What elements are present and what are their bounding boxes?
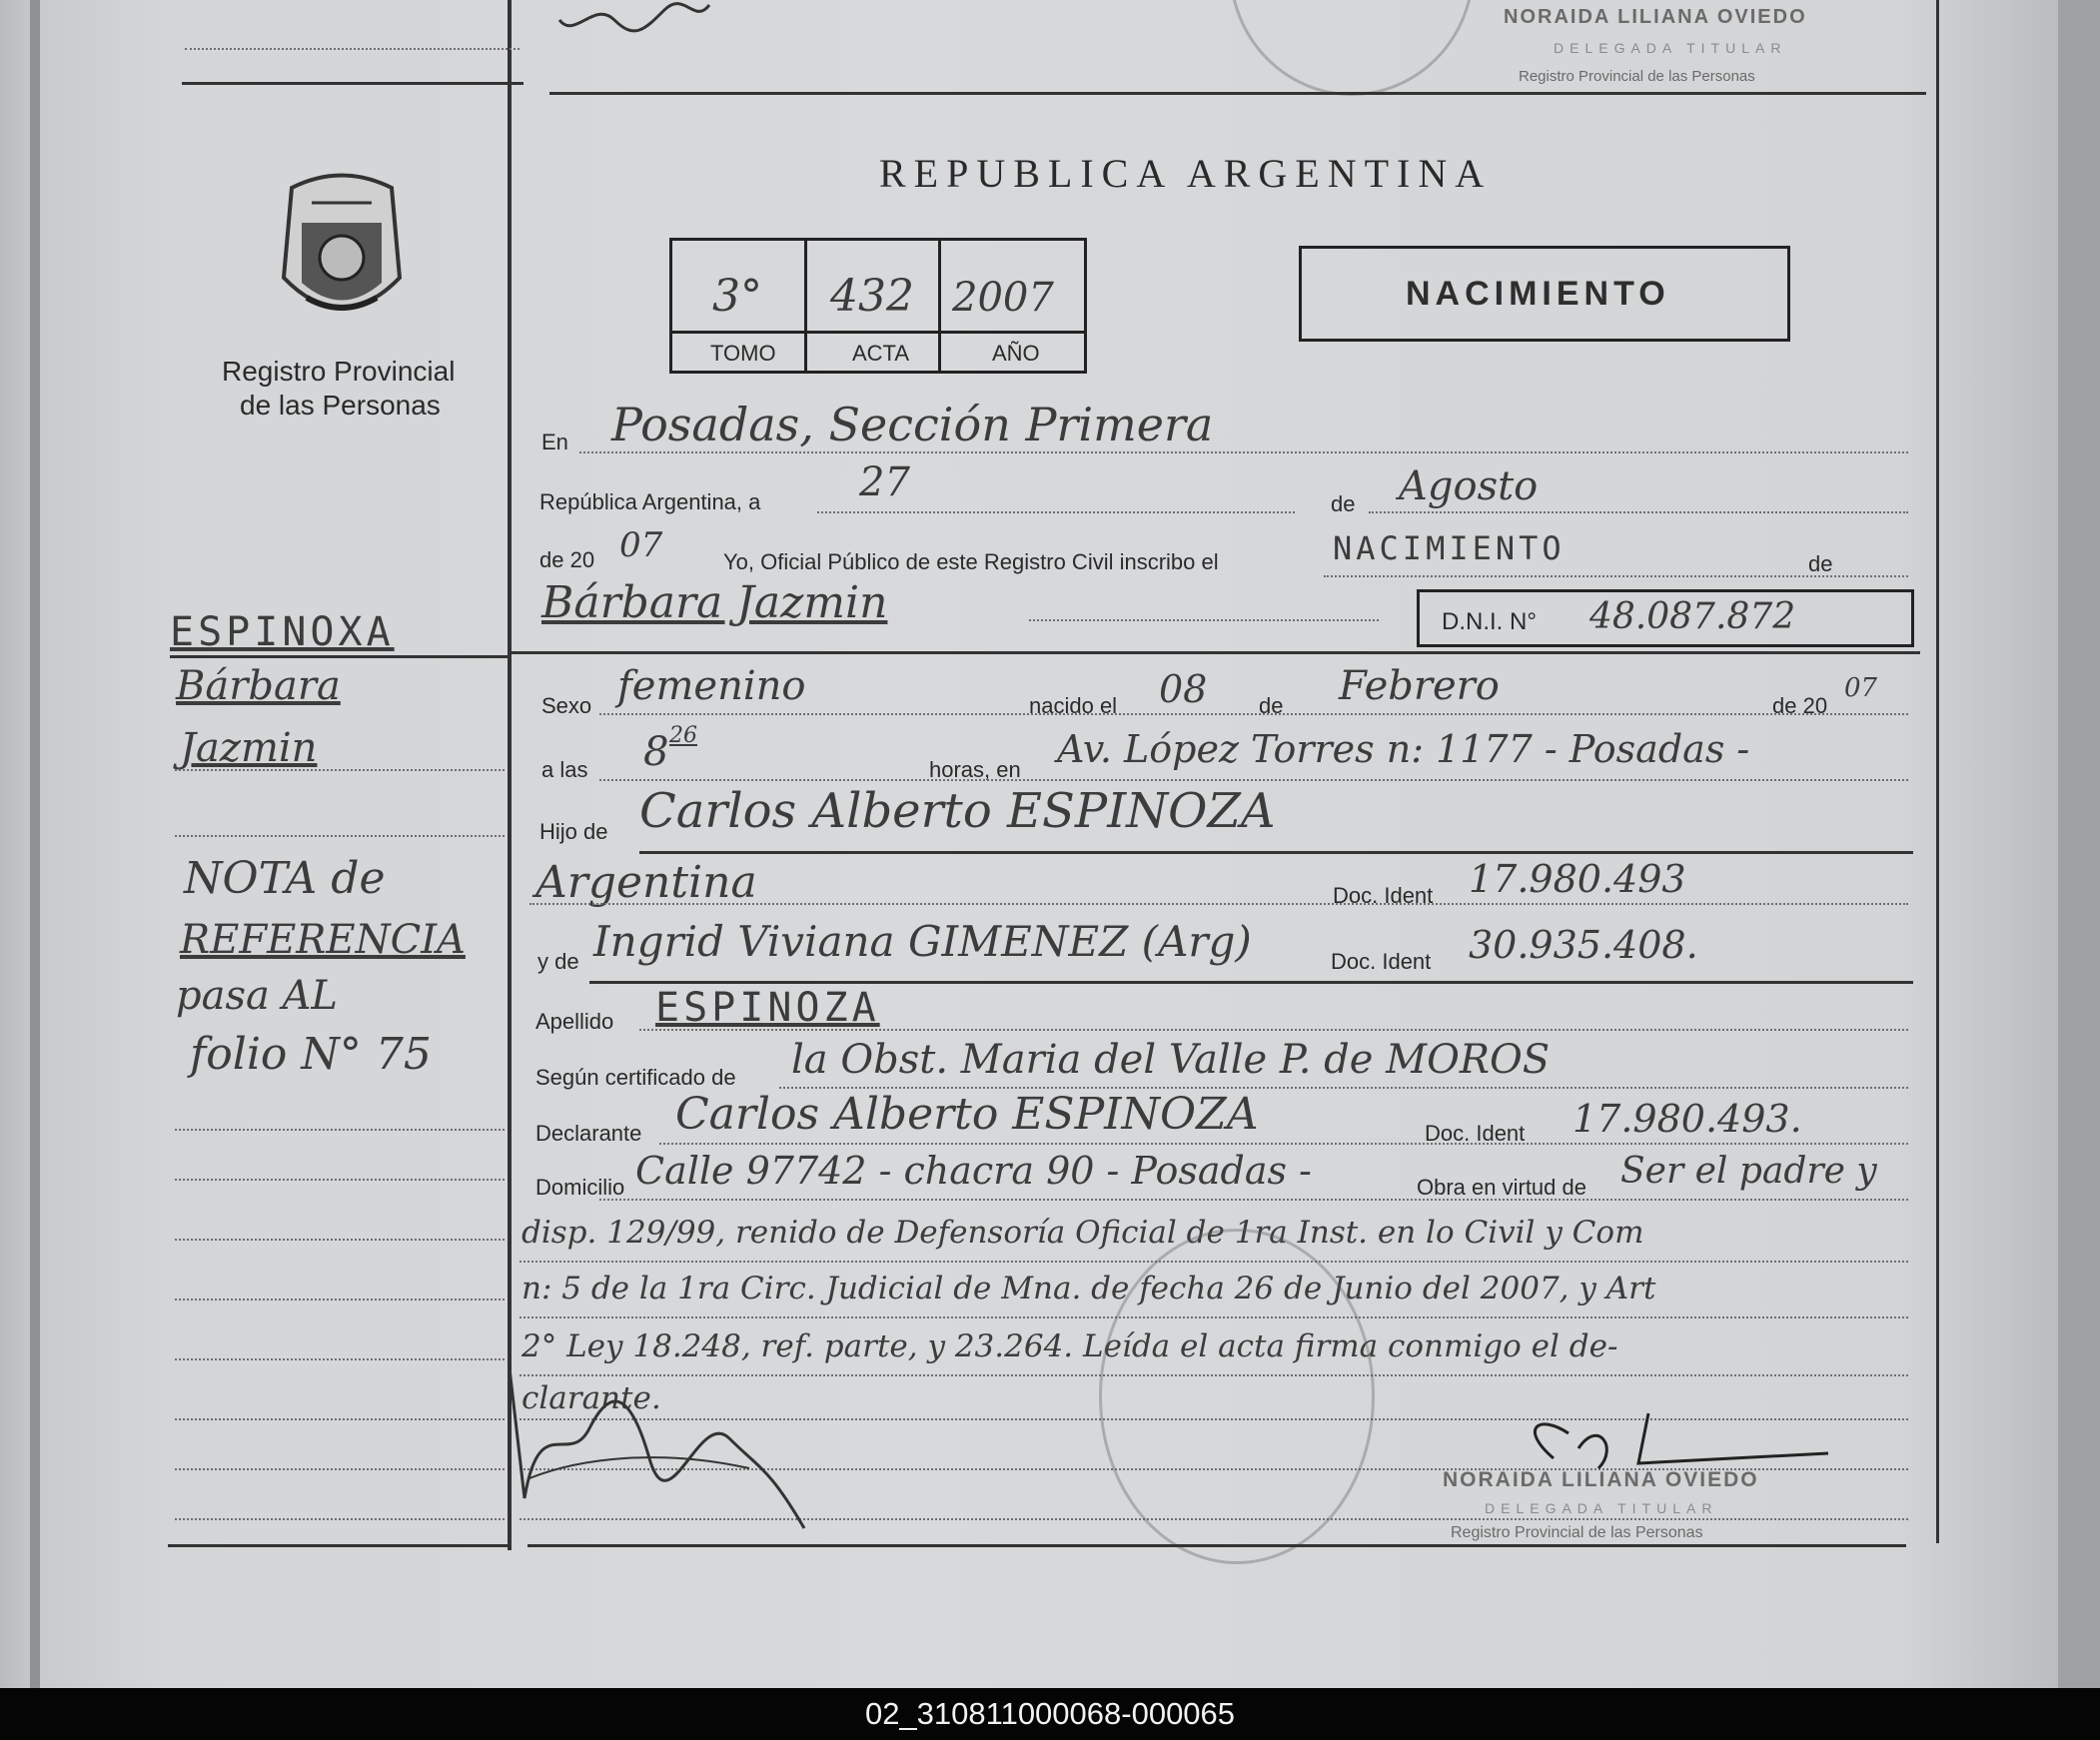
margin-note-3: pasa AL xyxy=(176,973,338,1019)
margin-bottom-rule xyxy=(168,1544,508,1547)
margin-line-10 xyxy=(175,1518,505,1520)
label-apellido: Apellido xyxy=(535,1009,614,1034)
province-seal xyxy=(272,168,412,328)
value-certificado: la Obst. Maria del Valle P. de MOROS xyxy=(791,1037,1551,1083)
top-stamp-office: Registro Provincial de las Personas xyxy=(1519,68,1755,85)
country-title: REPUBLICA ARGENTINA xyxy=(879,151,1493,196)
value-hora-min: 26 xyxy=(669,723,697,748)
margin-surname: ESPINOXA xyxy=(170,609,395,655)
line-en xyxy=(579,451,1908,453)
label-docident-2: Doc. Ident xyxy=(1331,949,1432,974)
line-declarante xyxy=(659,1143,1908,1145)
value-obra-line-4: clarante. xyxy=(522,1380,661,1416)
label-horas: horas, en xyxy=(929,757,1021,782)
top-rule-left xyxy=(182,82,524,85)
value-nac-anio: 07 xyxy=(1844,673,1878,703)
bottom-rule-right xyxy=(527,1544,1906,1547)
line-nombre xyxy=(1029,619,1379,621)
margin-line-4 xyxy=(175,1179,505,1181)
value-nac-mes: Febrero xyxy=(1339,663,1500,709)
label-sexo: Sexo xyxy=(541,693,592,718)
label-de-nac: de xyxy=(1259,693,1284,718)
margin-note-1: NOTA de xyxy=(184,853,386,904)
top-rule-right xyxy=(549,92,1926,95)
value-madre-doc: 30.935.408. xyxy=(1469,923,1698,967)
value-mes: Agosto xyxy=(1399,463,1539,509)
value-dia: 27 xyxy=(859,459,910,505)
label-de-mes: de xyxy=(1331,491,1356,516)
label-de20-nac: de 20 xyxy=(1772,693,1828,718)
value-acto: NACIMIENTO xyxy=(1333,529,1566,567)
footer-code: 02_310811000068-000065 xyxy=(0,1688,2100,1740)
value-obra-line-3: 2° Ley 18.248, ref. parte, y 23.264. Leída el acta firma conmigo el de- xyxy=(522,1328,1618,1364)
dni-box xyxy=(1417,589,1914,647)
top-dotted-left xyxy=(185,48,520,50)
margin-line-7 xyxy=(175,1358,505,1360)
label-docident-3: Doc. Ident xyxy=(1425,1121,1526,1146)
value-declarante: Carlos Alberto ESPINOZA xyxy=(675,1089,1259,1140)
line-sexo xyxy=(599,713,1908,715)
label-de-end: de xyxy=(1808,551,1833,576)
top-seal-stamp xyxy=(1229,0,1475,96)
margin-note-2: REFERENCIA xyxy=(180,917,466,963)
label-hijo: Hijo de xyxy=(539,819,608,844)
acta-value: 432 xyxy=(830,271,914,322)
margin-name-2: Jazmin xyxy=(180,725,318,771)
value-nac-dia: 08 xyxy=(1159,667,1208,711)
registry-line-1: Registro Provincial xyxy=(222,356,456,387)
label-obra: Obra en virtud de xyxy=(1417,1175,1586,1200)
tomo-value: 3° xyxy=(712,271,762,322)
value-obra-line-2: n: 5 de la 1ra Circ. Judicial de Mna. de fecha 26 de Junio del 2007, y Art xyxy=(522,1271,1656,1306)
bottom-stamp-office: Registro Provincial de las Personas xyxy=(1451,1524,1703,1541)
label-declarante: Declarante xyxy=(535,1121,642,1146)
margin-line-9 xyxy=(175,1468,505,1470)
acta-label: ACTA xyxy=(852,341,910,366)
label-yde: y de xyxy=(537,949,579,974)
margin-line-8 xyxy=(175,1418,505,1420)
margin-note-4: folio N° 75 xyxy=(190,1029,432,1080)
line-dia xyxy=(817,511,1295,513)
act-type-box xyxy=(1299,246,1790,342)
page-edge-left xyxy=(30,0,40,1688)
line-domicilio xyxy=(599,1199,1908,1201)
margin-line-6 xyxy=(175,1299,505,1301)
value-padre-doc: 17.980.493 xyxy=(1469,857,1686,901)
margin-name-1: Bárbara xyxy=(176,663,341,709)
form-right-border xyxy=(1936,0,1939,1543)
value-madre: Ingrid Viviana GIMENEZ (Arg) xyxy=(593,917,1252,966)
value-padre: Carlos Alberto ESPINOZA xyxy=(639,783,1276,839)
label-republica: República Argentina, a xyxy=(539,489,761,514)
label-de20: de 20 xyxy=(539,547,595,572)
margin-line-2 xyxy=(175,835,505,837)
label-alas: a las xyxy=(541,757,588,782)
declarant-signature xyxy=(500,1348,819,1548)
margin-divider xyxy=(508,0,512,1550)
bottom-stamp-name: NORAIDA LILIANA OVIEDO xyxy=(1443,1468,1759,1491)
value-sexo: femenino xyxy=(617,663,806,709)
rule-hijo xyxy=(639,851,1913,854)
top-stamp-name: NORAIDA LILIANA OVIEDO xyxy=(1504,6,1807,28)
label-docident-1: Doc. Ident xyxy=(1333,883,1434,908)
registry-line-2: de las Personas xyxy=(240,390,441,421)
value-padre-nac: Argentina xyxy=(535,857,757,908)
margin-line-1 xyxy=(175,769,505,771)
margin-line-5 xyxy=(175,1239,505,1241)
line-mes xyxy=(1369,511,1908,513)
bottom-seal-stamp xyxy=(1099,1229,1375,1564)
label-yo: Yo, Oficial Público de este Registro Civil inscribo el xyxy=(723,549,1219,574)
label-en: En xyxy=(541,430,568,454)
line-padre-nac xyxy=(529,903,1908,905)
value-declarante-doc: 17.980.493. xyxy=(1573,1097,1802,1141)
line-alas xyxy=(599,779,1908,781)
value-lugar: Posadas, Sección Primera xyxy=(611,398,1214,451)
margin-line-3 xyxy=(175,1129,505,1131)
label-segun: Según certificado de xyxy=(535,1065,736,1090)
seal-caption xyxy=(296,300,307,301)
line-yo xyxy=(1324,575,1908,577)
rule-madre xyxy=(589,981,1913,984)
anio-label: AÑO xyxy=(992,341,1040,366)
label-dni: D.N.I. N° xyxy=(1442,608,1537,635)
top-signature-remnant xyxy=(554,0,714,40)
tomo-acta-table xyxy=(669,238,1087,374)
value-nombre: Bárbara Jazmin xyxy=(541,577,888,628)
value-lugar-nac: Av. López Torres n: 1177 - Posadas - xyxy=(1057,727,1750,771)
value-obra-line-1: disp. 129/99, renido de Defensoría Oficial de 1ra Inst. en lo Civil y Com xyxy=(522,1215,1644,1251)
rule-after-name xyxy=(512,651,1920,654)
page-edge-right xyxy=(2058,0,2100,1688)
value-anio: 07 xyxy=(619,525,663,565)
value-hora: 8 xyxy=(643,729,669,775)
value-apellido: ESPINOZA xyxy=(655,985,880,1031)
label-domicilio: Domicilio xyxy=(535,1175,625,1200)
value-domicilio: Calle 97742 - chacra 90 - Posadas - xyxy=(635,1149,1312,1193)
label-nacido: nacido el xyxy=(1029,693,1118,718)
anio-value: 2007 xyxy=(952,275,1054,321)
line-apellido xyxy=(639,1029,1908,1031)
bottom-stamp-role: DELEGADA TITULAR xyxy=(1485,1500,1718,1516)
tomo-label: TOMO xyxy=(710,341,776,366)
act-type-label: NACIMIENTO xyxy=(1406,275,1670,313)
top-stamp-role: DELEGADA TITULAR xyxy=(1554,40,1787,56)
value-obra-start: Ser el padre y xyxy=(1620,1151,1877,1192)
value-dni: 48.087.872 xyxy=(1589,596,1796,637)
margin-rule-1 xyxy=(170,655,510,658)
